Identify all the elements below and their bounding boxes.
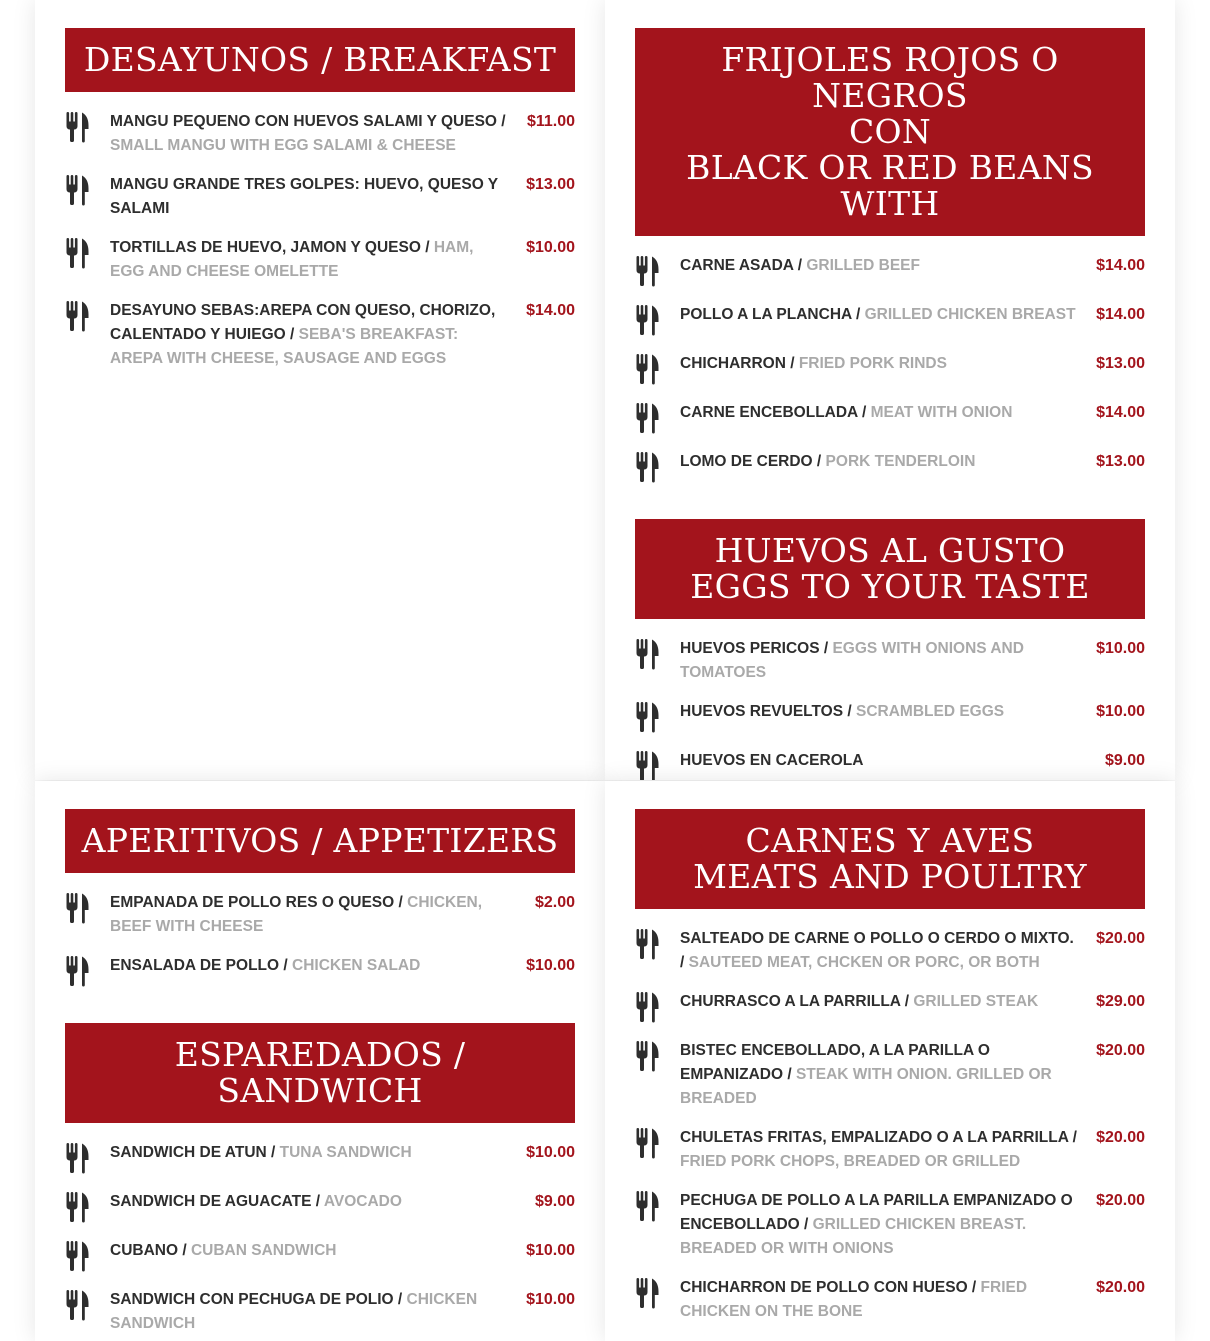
section-title-line: FRIJOLES ROJOS O NEGROS (721, 40, 1059, 115)
menu-item-name: SANDWICH DE AGUACATE / (110, 1193, 321, 1210)
fork-knife-icon (65, 1190, 110, 1224)
menu-item-description (680, 749, 1105, 773)
menu-item-english-name: AVOCADO (323, 1193, 402, 1210)
menu-section (635, 519, 1145, 780)
fork-knife-icon (635, 303, 680, 337)
menu-item (65, 110, 575, 158)
menu-item-name: SANDWICH DE ATUN / (110, 1144, 276, 1161)
fork-knife-icon (635, 1276, 680, 1310)
menu-item-description (680, 990, 1096, 1014)
fork-knife-icon (635, 1126, 680, 1160)
menu-item-name: MANGU GRANDE TRES GOLPES: HUEVO, QUESO Y SALAMI (110, 176, 498, 217)
fork-knife-icon (635, 700, 680, 734)
fork-knife-icon (65, 1141, 110, 1175)
menu-item-english-name: GRILLED CHICKEN BREAST (864, 306, 1076, 323)
menu-item-english-name: CHICKEN SALAD (292, 957, 421, 974)
menu-item-english-name: CHICKEN SANDWICH (110, 1291, 478, 1332)
menu-item-price: $10.00 (526, 1144, 575, 1161)
menu-item-description (680, 303, 1096, 327)
menu-item (65, 1190, 575, 1224)
fork-knife-icon (65, 954, 110, 988)
menu-item-description (110, 236, 526, 284)
menu-item-english-name: EGGS WITH ONIONS AND TOMATOES (680, 640, 1024, 681)
menu-item-price: $13.00 (1096, 355, 1145, 372)
menu-item-description (680, 1126, 1096, 1174)
menu-item-description (110, 299, 526, 371)
menu-item-name: PECHUGA DE POLLO A LA PARILLA EMPANIZADO O ENCEBOLLADO / (680, 1192, 1073, 1233)
menu-item-price: $2.00 (534, 894, 575, 911)
menu-item-price: $14.00 (1096, 404, 1145, 421)
section-title-line: MEATS AND POULTRY (693, 857, 1087, 896)
menu-item-price: $10.00 (526, 1242, 575, 1259)
menu-item (65, 954, 575, 988)
section-title (65, 809, 575, 873)
menu-item-name: CARNE ASADA / (680, 257, 802, 274)
menu-item-english-name: FRIED PORK RINDS (798, 355, 947, 372)
fork-knife-icon (65, 236, 110, 270)
fork-knife-icon (635, 990, 680, 1024)
menu-item-name: CHURRASCO A LA PARRILLA / (680, 993, 910, 1010)
menu-section (65, 28, 575, 371)
menu-item-description (680, 637, 1096, 685)
menu-item (635, 1189, 1145, 1261)
menu-item-english-name: STEAK WITH ONION. GRILLED OR BREADED (680, 1066, 1052, 1107)
menu-item-list (635, 637, 1145, 780)
menu-item-price: $10.00 (1096, 703, 1145, 720)
menu-item (635, 303, 1145, 337)
menu-item-english-name: GRILLED CHICKEN BREAST. BREADED OR WITH ONIONS (680, 1216, 1027, 1257)
section-title-line: HUEVOS AL GUSTO (714, 531, 1066, 570)
section-title-line: BLACK OR RED BEANS WITH (686, 148, 1094, 223)
fork-knife-icon (635, 927, 680, 961)
menu-item-name: BISTEC ENCEBOLLADO, A LA PARILLA O EMPANIZADO / (680, 1042, 990, 1083)
menu-item-price: $14.00 (1096, 257, 1145, 274)
menu-item-description (110, 173, 526, 221)
menu-item-price: $10.00 (526, 239, 575, 256)
menu-item-price: $13.00 (1096, 453, 1145, 470)
menu-item-english-name: GRILLED STEAK (913, 993, 1039, 1010)
fork-knife-icon (635, 1189, 680, 1223)
menu-item-name: MANGU PEQUENO CON HUEVOS SALAMI Y QUESO / (110, 113, 506, 130)
menu-item-price: $20.00 (1096, 930, 1145, 947)
section-title-line: CON (848, 112, 932, 151)
menu-item-description (680, 401, 1096, 425)
menu-section (65, 1023, 575, 1341)
menu-item (65, 1141, 575, 1175)
section-title (65, 1023, 575, 1123)
menu-item (65, 1239, 575, 1273)
menu-item-description (110, 110, 527, 158)
menu-item (635, 1039, 1145, 1111)
section-title-line: APERITIVOS / APPETIZERS (81, 821, 559, 860)
menu-item-price: $29.00 (1096, 993, 1145, 1010)
menu-card-appetizers-sandwich (35, 781, 605, 1341)
fork-knife-icon (635, 254, 680, 288)
menu-item-english-name: FRIED CHICKEN ON THE BONE (680, 1279, 1028, 1320)
section-title (65, 28, 575, 92)
fork-knife-icon (65, 110, 110, 144)
menu-item-english-name: TUNA SANDWICH (279, 1144, 412, 1161)
section-title-line: EGGS TO YOUR TASTE (690, 567, 1090, 606)
menu-item-price: $10.00 (526, 1291, 575, 1308)
menu-item-english-name: MEAT WITH ONION (870, 404, 1013, 421)
fork-knife-icon (635, 450, 680, 484)
menu-item-english-name: SMALL MANGU WITH EGG SALAMI & CHEESE (110, 137, 456, 154)
menu-item-price: $14.00 (1096, 306, 1145, 323)
menu-item-name: HUEVOS PERICOS / (680, 640, 829, 657)
menu-item-name: CARNE ENCEBOLLADA / (680, 404, 867, 421)
menu-item-description (110, 954, 526, 978)
menu-item (65, 173, 575, 221)
menu-item-price: $20.00 (1096, 1192, 1145, 1209)
menu-card-meats (605, 781, 1175, 1341)
menu-item-price: $14.00 (526, 302, 575, 319)
menu-card-beans-eggs (605, 0, 1175, 780)
menu-item-english-name: PORK TENDERLOIN (825, 453, 976, 470)
menu-item-name: TORTILLAS DE HUEVO, JAMON Y QUESO / (110, 239, 430, 256)
menu-item-name: CHICHARRON / (680, 355, 795, 372)
menu-item-english-name: GRILLED BEEF (806, 257, 920, 274)
fork-knife-icon (635, 637, 680, 671)
menu-item-list (635, 254, 1145, 484)
menu-item-price: $20.00 (1096, 1129, 1145, 1146)
menu-item-price: $20.00 (1096, 1042, 1145, 1059)
menu-section (635, 809, 1145, 1324)
menu-section (65, 809, 575, 988)
menu-item-name: LOMO DE CERDO / (680, 453, 822, 470)
section-title-line: ESPAREDADOS / SANDWICH (174, 1035, 466, 1110)
menu-item (635, 637, 1145, 685)
menu-item-english-name: SEBA'S BREAKFAST: AREPA WITH CHEESE, SAUSAGE AND EGGS (110, 326, 459, 367)
menu-item-list (65, 110, 575, 371)
fork-knife-icon (65, 173, 110, 207)
menu-item-english-name: HAM, EGG AND CHEESE OMELETTE (110, 239, 474, 280)
fork-knife-icon (635, 352, 680, 386)
menu-item (65, 1288, 575, 1336)
menu-item-description (680, 1189, 1096, 1261)
menu-item-name: EMPANADA DE POLLO RES O QUESO / (110, 894, 403, 911)
menu-item-description (110, 1141, 526, 1165)
menu-item-name: CUBANO / (110, 1242, 187, 1259)
menu-item-price: $13.00 (526, 176, 575, 193)
menu-item-name: SALTEADO DE CARNE O POLLO O CERDO O MIXTO. / (680, 930, 1074, 971)
fork-knife-icon (65, 299, 110, 333)
menu-item-name: SANDWICH CON PECHUGA DE POLIO / (110, 1291, 403, 1308)
menu-item (65, 236, 575, 284)
menu-item-list (65, 1141, 575, 1341)
menu-item-english-name: SCRAMBLED EGGS (856, 703, 1005, 720)
menu-item (65, 891, 575, 939)
menu-item-price: $10.00 (1096, 640, 1145, 657)
menu-item-english-name: CUBAN SANDWICH (190, 1242, 337, 1259)
menu-item (635, 401, 1145, 435)
menu-item-description (110, 891, 535, 939)
menu-item-name: CHICHARRON DE POLLO CON HUESO / (680, 1279, 977, 1296)
menu-item-price: $11.00 (526, 113, 575, 130)
menu-item-english-name: FRIED PORK CHOPS, BREADED OR GRILLED (680, 1153, 1021, 1170)
menu-item (635, 700, 1145, 734)
menu-item-description (680, 450, 1096, 474)
section-title (635, 519, 1145, 619)
menu-item-name: CHULETAS FRITAS, EMPALIZADO O A LA PARRILLA / (680, 1129, 1077, 1146)
menu-item-description (680, 927, 1096, 975)
menu-item-name: HUEVOS EN CACEROLA (680, 752, 864, 769)
section-title (635, 28, 1145, 236)
fork-knife-icon (635, 401, 680, 435)
menu-item-name: POLLO A LA PLANCHA / (680, 306, 861, 323)
section-title-line: DESAYUNOS / BREAKFAST (83, 40, 557, 79)
fork-knife-icon (65, 891, 110, 925)
menu-item-price: $9.00 (1104, 752, 1145, 769)
fork-knife-icon (635, 1039, 680, 1073)
menu-item (635, 927, 1145, 975)
menu-item-description (680, 352, 1096, 376)
menu-item-description (110, 1190, 535, 1214)
menu-item (635, 749, 1145, 780)
menu-item-name: HUEVOS REVUELTOS / (680, 703, 852, 720)
menu-item (635, 1126, 1145, 1174)
menu-item (635, 254, 1145, 288)
menu-item-description (110, 1239, 526, 1263)
menu-item-description (680, 1039, 1096, 1111)
section-title-line: CARNES Y AVES (745, 821, 1035, 860)
menu-item-price: $20.00 (1096, 1279, 1145, 1296)
menu-item-description (680, 700, 1096, 724)
menu-item (635, 450, 1145, 484)
menu-item-english-name: SAUTEED MEAT, CHCKEN OR PORC, OR BOTH (688, 954, 1040, 971)
menu-item (635, 352, 1145, 386)
fork-knife-icon (635, 749, 680, 780)
menu-item-list (65, 891, 575, 988)
menu-item-name: ENSALADA DE POLLO / (110, 957, 288, 974)
menu-card-breakfast (35, 0, 605, 780)
menu-item-english-name: CHICKEN, BEEF WITH CHEESE (110, 894, 483, 935)
menu-item-description (680, 254, 1096, 278)
section-title (635, 809, 1145, 909)
menu-item-price: $10.00 (526, 957, 575, 974)
fork-knife-icon (65, 1239, 110, 1273)
menu-item-price: $9.00 (534, 1193, 575, 1210)
menu-item-name: DESAYUNO SEBAS:AREPA CON QUESO, CHORIZO, CALENTADO Y HUIEGO / (110, 302, 496, 343)
menu-section (635, 28, 1145, 484)
menu-item (635, 990, 1145, 1024)
menu-item-list (635, 927, 1145, 1324)
menu-item-description (110, 1288, 526, 1336)
menu-item (65, 299, 575, 371)
